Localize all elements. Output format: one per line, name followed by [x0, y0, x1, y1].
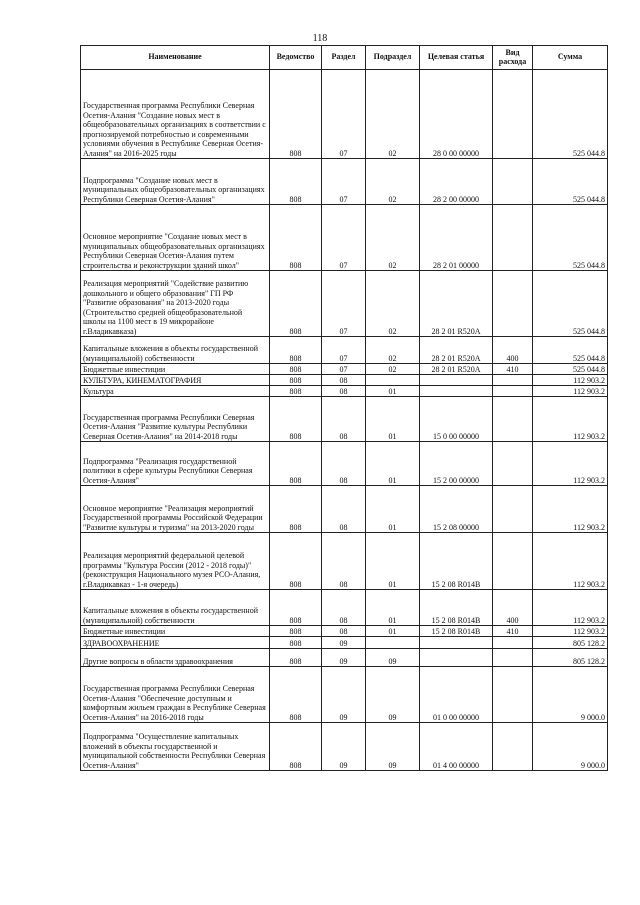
row-target-article: 28 2 00 00000 — [420, 159, 493, 205]
row-subsection: 02 — [366, 159, 420, 205]
page-number: 118 — [312, 33, 328, 44]
row-expense-type: 410 — [493, 364, 533, 375]
table-row — [81, 626, 608, 637]
table-row — [81, 364, 608, 375]
row-subsection: 01 — [366, 397, 420, 442]
table-header — [81, 46, 608, 70]
row-section: 07 — [322, 337, 366, 364]
row-name: КУЛЬТУРА, КИНЕМАТОГРАФИЯ — [81, 375, 270, 386]
row-target-article: 01 0 00 00000 — [420, 667, 493, 723]
row-section: 08 — [322, 397, 366, 442]
row-name: Государственная программа Республики Северная Осетия-Алания "Обеспечение доступным и комфортным жильем граждан в Республике Северная Осетия-Алания" на 2016-2018 годы — [81, 667, 270, 723]
row-department: 808 — [270, 386, 322, 397]
row-sum: 112 903.2 — [533, 590, 608, 626]
table-row — [81, 723, 608, 771]
row-name: Бюджетные инвестиции — [81, 626, 270, 637]
row-subsection: 01 — [366, 590, 420, 626]
row-department: 808 — [270, 442, 322, 486]
row-target-article: 28 2 01 R520A — [420, 271, 493, 337]
row-subsection: 09 — [366, 667, 420, 723]
row-sum: 112 903.2 — [533, 533, 608, 590]
row-section: 07 — [322, 271, 366, 337]
row-expense-type — [493, 486, 533, 533]
row-section: 07 — [322, 70, 366, 159]
row-sum: 112 903.2 — [533, 626, 608, 637]
row-expense-type — [493, 723, 533, 771]
row-target-article: 28 0 00 00000 — [420, 70, 493, 159]
row-department: 808 — [270, 271, 322, 337]
row-section: 08 — [322, 375, 366, 386]
row-subsection: 01 — [366, 626, 420, 637]
row-subsection: 01 — [366, 442, 420, 486]
row-subsection: 01 — [366, 533, 420, 590]
row-department: 808 — [270, 533, 322, 590]
row-expense-type — [493, 159, 533, 205]
row-department: 808 — [270, 667, 322, 723]
header-section: Раздел — [322, 46, 366, 70]
row-sum: 525 044.8 — [533, 159, 608, 205]
row-department: 808 — [270, 637, 322, 649]
row-target-article: 28 2 01 R520A — [420, 364, 493, 375]
table-row — [81, 337, 608, 364]
table-row — [81, 205, 608, 271]
row-subsection: 02 — [366, 205, 420, 271]
header-name: Наименование — [81, 46, 270, 70]
row-department: 808 — [270, 486, 322, 533]
row-name: Государственная программа Республики Северная Осетия-Алания "Создание новых мест в общеобразовательных организациях в соответствии с прогнозируемой потребностью и современными условиями обучения в Республике Северная Осетия-Алания" на 2016-2025 годы — [81, 70, 270, 159]
row-sum: 9 000.0 — [533, 723, 608, 771]
row-section: 07 — [322, 205, 366, 271]
row-subsection — [366, 637, 420, 649]
row-subsection: 09 — [366, 649, 420, 667]
row-subsection — [366, 375, 420, 386]
row-section: 07 — [322, 364, 366, 375]
row-name: Основное мероприятие "Создание новых мест в муниципальных общеобразовательных организациях Республики Северная Осетия-Алания путем строительства и реконструкции зданий школ" — [81, 205, 270, 271]
row-sum: 112 903.2 — [533, 386, 608, 397]
row-department: 808 — [270, 723, 322, 771]
row-sum: 112 903.2 — [533, 442, 608, 486]
row-sum: 525 044.8 — [533, 70, 608, 159]
row-sum: 525 044.8 — [533, 337, 608, 364]
row-department: 808 — [270, 375, 322, 386]
header-row — [81, 46, 608, 70]
row-name: ЗДРАВООХРАНЕНИЕ — [81, 637, 270, 649]
row-section: 09 — [322, 649, 366, 667]
row-target-article — [420, 375, 493, 386]
row-target-article — [420, 637, 493, 649]
table-row — [81, 397, 608, 442]
row-section: 09 — [322, 667, 366, 723]
row-section: 07 — [322, 159, 366, 205]
row-name: Капитальные вложения в объекты государственной (муниципальной) собственности — [81, 337, 270, 364]
row-expense-type — [493, 442, 533, 486]
row-name: Реализация мероприятий федеральной целевой программы "Культура России (2012 - 2018 годы)" (реконструкция Национального музея РСО-Алания, г.Владикавказ - 1-я очередь) — [81, 533, 270, 590]
row-department: 808 — [270, 626, 322, 637]
row-name: Основное мероприятие "Реализация мероприятий Государственной программы Российской Федерации "Развитие культуры и туризма" на 2013-2020 годы — [81, 486, 270, 533]
row-department: 808 — [270, 364, 322, 375]
row-expense-type — [493, 375, 533, 386]
row-subsection: 09 — [366, 723, 420, 771]
row-sum: 9 000.0 — [533, 667, 608, 723]
table-row — [81, 637, 608, 649]
row-target-article: 28 2 01 R520A — [420, 337, 493, 364]
row-sum: 112 903.2 — [533, 375, 608, 386]
header-target-article: Целевая статья — [420, 46, 493, 70]
table-row — [81, 70, 608, 159]
row-expense-type — [493, 205, 533, 271]
row-subsection: 01 — [366, 386, 420, 397]
table-row — [81, 533, 608, 590]
table-row — [81, 442, 608, 486]
row-subsection: 02 — [366, 364, 420, 375]
row-department: 808 — [270, 590, 322, 626]
row-target-article — [420, 649, 493, 667]
row-expense-type — [493, 637, 533, 649]
row-target-article: 15 0 00 00000 — [420, 397, 493, 442]
table-row — [81, 486, 608, 533]
header-subsection: Подраздел — [366, 46, 420, 70]
budget-table — [80, 45, 608, 771]
row-sum: 525 044.8 — [533, 364, 608, 375]
row-sum: 805 128.2 — [533, 649, 608, 667]
row-expense-type: 400 — [493, 590, 533, 626]
row-subsection: 02 — [366, 271, 420, 337]
row-name: Реализация мероприятий "Содействие развитию дошкольного и общего образования" ГП РФ "Развитие образования" на 2013-2020 годы (Строительство средней общеобразовательной школы на 1100 мест в 19 микрорайоне г.Владикавказа) — [81, 271, 270, 337]
row-target-article: 15 2 08 R014B — [420, 626, 493, 637]
row-expense-type — [493, 386, 533, 397]
row-target-article: 15 2 08 00000 — [420, 486, 493, 533]
row-target-article: 15 2 08 R014B — [420, 533, 493, 590]
row-expense-type — [493, 70, 533, 159]
row-subsection: 02 — [366, 337, 420, 364]
header-sum: Сумма — [533, 46, 608, 70]
row-expense-type — [493, 271, 533, 337]
row-expense-type: 400 — [493, 337, 533, 364]
row-section: 08 — [322, 386, 366, 397]
row-name: Государственная программа Республики Северная Осетия-Алания "Развитие культуры Республики Северная Осетия-Алания" на 2014-2018 годы — [81, 397, 270, 442]
row-department: 808 — [270, 159, 322, 205]
table-row — [81, 271, 608, 337]
row-section: 08 — [322, 533, 366, 590]
row-sum: 525 044.8 — [533, 205, 608, 271]
row-expense-type — [493, 397, 533, 442]
row-name: Капитальные вложения в объекты государственной (муниципальной) собственности — [81, 590, 270, 626]
table-body — [81, 70, 608, 771]
row-section: 08 — [322, 442, 366, 486]
row-expense-type — [493, 667, 533, 723]
row-sum: 805 128.2 — [533, 637, 608, 649]
row-expense-type — [493, 533, 533, 590]
row-section: 09 — [322, 637, 366, 649]
row-target-article — [420, 386, 493, 397]
row-name: Подпрограмма "Осуществление капитальных вложений в объекты государственной и муниципальной собственности Республики Северная Осетия-Алания" — [81, 723, 270, 771]
table-row — [81, 590, 608, 626]
row-department: 808 — [270, 649, 322, 667]
row-name: Подпрограмма "Реализация государственной политики в сфере культуры Республики Северная Осетия-Алания" — [81, 442, 270, 486]
row-expense-type: 410 — [493, 626, 533, 637]
table-row — [81, 375, 608, 386]
row-target-article: 15 2 00 00000 — [420, 442, 493, 486]
row-section: 09 — [322, 723, 366, 771]
row-section: 08 — [322, 590, 366, 626]
table-row — [81, 386, 608, 397]
row-department: 808 — [270, 205, 322, 271]
row-name: Подпрограмма "Создание новых мест в муниципальных общеобразовательных организациях Республики Северная Осетия-Алания" — [81, 159, 270, 205]
row-target-article: 01 4 00 00000 — [420, 723, 493, 771]
row-section: 08 — [322, 486, 366, 533]
row-subsection: 02 — [366, 70, 420, 159]
row-subsection: 01 — [366, 486, 420, 533]
row-name: Другие вопросы в области здравоохранения — [81, 649, 270, 667]
row-section: 08 — [322, 626, 366, 637]
row-name: Культура — [81, 386, 270, 397]
row-department: 808 — [270, 337, 322, 364]
row-department: 808 — [270, 397, 322, 442]
header-expense-type: Вид расхода — [493, 46, 533, 70]
header-department: Ведомство — [270, 46, 322, 70]
row-sum: 112 903.2 — [533, 397, 608, 442]
table-row — [81, 667, 608, 723]
row-department: 808 — [270, 70, 322, 159]
row-name: Бюджетные инвестиции — [81, 364, 270, 375]
row-target-article: 15 2 08 R014B — [420, 590, 493, 626]
row-target-article: 28 2 01 00000 — [420, 205, 493, 271]
row-sum: 112 903.2 — [533, 486, 608, 533]
table-row — [81, 649, 608, 667]
row-sum: 525 044.8 — [533, 271, 608, 337]
row-expense-type — [493, 649, 533, 667]
table-row — [81, 159, 608, 205]
